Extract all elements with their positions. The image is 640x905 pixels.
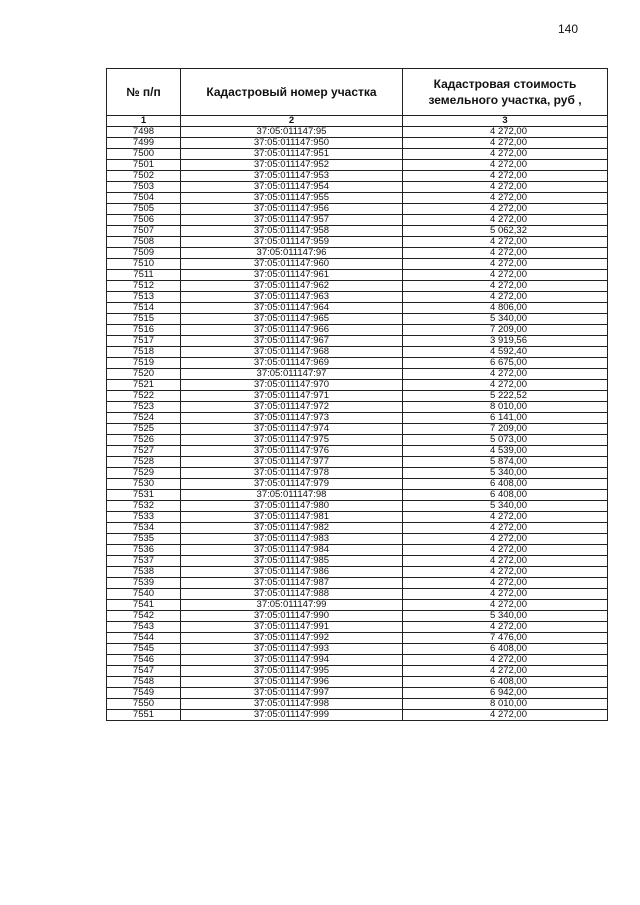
- cadastral-number-cell: 37:05:011147:996: [181, 677, 403, 688]
- cadastral-value-cell: 5 073,00: [403, 435, 608, 446]
- table-row: [107, 545, 608, 556]
- table-row: [107, 699, 608, 710]
- table-row: [107, 391, 608, 402]
- table-row: [107, 160, 608, 171]
- table-row: [107, 644, 608, 655]
- cadastral-number-cell: 37:05:011147:953: [181, 171, 403, 182]
- table-row: [107, 292, 608, 303]
- table-row: [107, 666, 608, 677]
- cadastral-value-cell: 4 272,00: [403, 589, 608, 600]
- cadastral-value-cell: 8 010,00: [403, 402, 608, 413]
- row-index-cell: 7514: [107, 303, 181, 314]
- row-index-cell: 7524: [107, 413, 181, 424]
- column-number: 3: [403, 116, 608, 127]
- cadastral-value-cell: 5 340,00: [403, 314, 608, 325]
- cadastral-number-cell: 37:05:011147:983: [181, 534, 403, 545]
- table-row: [107, 358, 608, 369]
- cadastral-number-cell: 37:05:011147:975: [181, 435, 403, 446]
- cadastral-value-cell: 6 141,00: [403, 413, 608, 424]
- table-row: [107, 237, 608, 248]
- cadastral-number-cell: 37:05:011147:966: [181, 325, 403, 336]
- table-body: [107, 127, 608, 721]
- row-index-cell: 7501: [107, 160, 181, 171]
- cadastral-value-cell: 4 272,00: [403, 369, 608, 380]
- cadastral-number-cell: 37:05:011147:971: [181, 391, 403, 402]
- cadastral-number-cell: 37:05:011147:950: [181, 138, 403, 149]
- table-row: [107, 622, 608, 633]
- table-row: [107, 633, 608, 644]
- row-index-cell: 7515: [107, 314, 181, 325]
- table-row: [107, 215, 608, 226]
- cadastral-number-cell: 37:05:011147:956: [181, 204, 403, 215]
- row-index-cell: 7540: [107, 589, 181, 600]
- row-index-cell: 7543: [107, 622, 181, 633]
- cadastral-value-cell: 4 272,00: [403, 600, 608, 611]
- row-index-cell: 7539: [107, 578, 181, 589]
- row-index-cell: 7505: [107, 204, 181, 215]
- row-index-cell: 7511: [107, 270, 181, 281]
- page-number: 140: [558, 22, 579, 36]
- cadastral-value-cell: 5 874,00: [403, 457, 608, 468]
- row-index-cell: 7519: [107, 358, 181, 369]
- cadastral-number-cell: 37:05:011147:999: [181, 710, 403, 721]
- row-index-cell: 7537: [107, 556, 181, 567]
- cadastral-value-cell: 4 272,00: [403, 380, 608, 391]
- row-index-cell: 7538: [107, 567, 181, 578]
- table-row: [107, 380, 608, 391]
- table-row: [107, 457, 608, 468]
- table-row: [107, 688, 608, 699]
- cadastral-value-cell: 5 062,32: [403, 226, 608, 237]
- row-index-cell: 7522: [107, 391, 181, 402]
- cadastral-value-cell: 4 272,00: [403, 193, 608, 204]
- row-index-cell: 7550: [107, 699, 181, 710]
- table-row: [107, 226, 608, 237]
- cadastral-number-cell: 37:05:011147:979: [181, 479, 403, 490]
- row-index-cell: 7528: [107, 457, 181, 468]
- table-row: [107, 259, 608, 270]
- cadastral-number-cell: 37:05:011147:980: [181, 501, 403, 512]
- cadastral-number-cell: 37:05:011147:978: [181, 468, 403, 479]
- row-index-cell: 7518: [107, 347, 181, 358]
- row-index-cell: 7529: [107, 468, 181, 479]
- cadastral-number-cell: 37:05:011147:982: [181, 523, 403, 534]
- row-index-cell: 7546: [107, 655, 181, 666]
- table-row: [107, 149, 608, 160]
- table-row: [107, 270, 608, 281]
- table-row: [107, 523, 608, 534]
- table-row: [107, 204, 608, 215]
- table-row: [107, 248, 608, 259]
- cadastral-value-cell: 4 272,00: [403, 545, 608, 556]
- table-row: [107, 435, 608, 446]
- header-index: № п/п: [107, 69, 181, 116]
- cadastral-value-cell: 4 272,00: [403, 182, 608, 193]
- cadastral-number-cell: 37:05:011147:995: [181, 666, 403, 677]
- cadastral-number-cell: 37:05:011147:998: [181, 699, 403, 710]
- cadastral-value-cell: 4 272,00: [403, 512, 608, 523]
- cadastral-number-cell: 37:05:011147:968: [181, 347, 403, 358]
- row-index-cell: 7513: [107, 292, 181, 303]
- table-row: [107, 534, 608, 545]
- table-row: [107, 600, 608, 611]
- cadastral-number-cell: 37:05:011147:955: [181, 193, 403, 204]
- table-row: [107, 325, 608, 336]
- row-index-cell: 7502: [107, 171, 181, 182]
- table-row: [107, 446, 608, 457]
- cadastral-value-cell: 6 675,00: [403, 358, 608, 369]
- table-row: [107, 369, 608, 380]
- cadastral-number-cell: 37:05:011147:97: [181, 369, 403, 380]
- cadastral-value-cell: 5 340,00: [403, 501, 608, 512]
- table-row: [107, 193, 608, 204]
- cadastral-number-cell: 37:05:011147:954: [181, 182, 403, 193]
- cadastral-number-cell: 37:05:011147:957: [181, 215, 403, 226]
- row-index-cell: 7520: [107, 369, 181, 380]
- cadastral-value-cell: 4 272,00: [403, 149, 608, 160]
- cadastral-value-cell: 6 408,00: [403, 677, 608, 688]
- cadastral-number-cell: 37:05:011147:95: [181, 127, 403, 138]
- row-index-cell: 7545: [107, 644, 181, 655]
- header-row: [107, 69, 608, 116]
- cadastral-value-cell: 4 272,00: [403, 270, 608, 281]
- cadastral-number-cell: 37:05:011147:965: [181, 314, 403, 325]
- row-index-cell: 7534: [107, 523, 181, 534]
- cadastral-number-cell: 37:05:011147:993: [181, 644, 403, 655]
- cadastral-value-cell: 7 476,00: [403, 633, 608, 644]
- cadastral-value-cell: 4 592,40: [403, 347, 608, 358]
- cadastral-value-cell: 4 272,00: [403, 622, 608, 633]
- cadastral-number-cell: 37:05:011147:959: [181, 237, 403, 248]
- cadastral-number-cell: 37:05:011147:981: [181, 512, 403, 523]
- cadastral-value-cell: 4 272,00: [403, 171, 608, 182]
- table-row: [107, 501, 608, 512]
- table-row: [107, 402, 608, 413]
- cadastral-number-cell: 37:05:011147:967: [181, 336, 403, 347]
- cadastral-number-cell: 37:05:011147:990: [181, 611, 403, 622]
- table-row: [107, 578, 608, 589]
- cadastral-value-cell: 4 272,00: [403, 556, 608, 567]
- cadastral-number-cell: 37:05:011147:964: [181, 303, 403, 314]
- table-row: [107, 314, 608, 325]
- row-index-cell: 7509: [107, 248, 181, 259]
- cadastral-number-cell: 37:05:011147:951: [181, 149, 403, 160]
- cadastral-value-cell: 5 340,00: [403, 468, 608, 479]
- cadastral-number-cell: 37:05:011147:972: [181, 402, 403, 413]
- table-row: [107, 127, 608, 138]
- row-index-cell: 7521: [107, 380, 181, 391]
- table-row: [107, 512, 608, 523]
- row-index-cell: 7506: [107, 215, 181, 226]
- cadastral-number-cell: 37:05:011147:985: [181, 556, 403, 567]
- cadastral-number-cell: 37:05:011147:958: [181, 226, 403, 237]
- row-index-cell: 7542: [107, 611, 181, 622]
- header-cadastral-value: Кадастровая стоимость земельного участка, руб ,: [403, 69, 608, 116]
- row-index-cell: 7541: [107, 600, 181, 611]
- row-index-cell: 7498: [107, 127, 181, 138]
- table-row: [107, 424, 608, 435]
- row-index-cell: 7504: [107, 193, 181, 204]
- table-row: [107, 468, 608, 479]
- row-index-cell: 7535: [107, 534, 181, 545]
- row-index-cell: 7548: [107, 677, 181, 688]
- row-index-cell: 7530: [107, 479, 181, 490]
- cadastral-number-cell: 37:05:011147:99: [181, 600, 403, 611]
- cadastral-value-cell: 3 919,56: [403, 336, 608, 347]
- cadastral-number-cell: 37:05:011147:988: [181, 589, 403, 600]
- cadastral-value-cell: 4 272,00: [403, 215, 608, 226]
- cadastral-number-cell: 37:05:011147:976: [181, 446, 403, 457]
- cadastral-value-cell: 4 272,00: [403, 259, 608, 270]
- cadastral-number-cell: 37:05:011147:997: [181, 688, 403, 699]
- cadastral-number-cell: 37:05:011147:977: [181, 457, 403, 468]
- cadastral-value-cell: 4 272,00: [403, 248, 608, 259]
- row-index-cell: 7532: [107, 501, 181, 512]
- column-number: 1: [107, 116, 181, 127]
- cadastral-number-cell: 37:05:011147:969: [181, 358, 403, 369]
- table-row: [107, 589, 608, 600]
- cadastral-value-cell: 4 272,00: [403, 710, 608, 721]
- cadastral-number-cell: 37:05:011147:984: [181, 545, 403, 556]
- cadastral-value-cell: 7 209,00: [403, 424, 608, 435]
- table-row: [107, 281, 608, 292]
- cadastral-value-cell: 4 272,00: [403, 237, 608, 248]
- row-index-cell: 7499: [107, 138, 181, 149]
- cadastral-value-cell: 4 272,00: [403, 204, 608, 215]
- cadastral-value-cell: 4 806,00: [403, 303, 608, 314]
- table-row: [107, 336, 608, 347]
- cadastral-number-cell: 37:05:011147:994: [181, 655, 403, 666]
- row-index-cell: 7507: [107, 226, 181, 237]
- row-index-cell: 7526: [107, 435, 181, 446]
- cadastral-number-cell: 37:05:011147:986: [181, 567, 403, 578]
- table-row: [107, 347, 608, 358]
- table-row: [107, 303, 608, 314]
- cadastral-value-cell: 4 272,00: [403, 523, 608, 534]
- row-index-cell: 7531: [107, 490, 181, 501]
- cadastral-value-cell: 4 272,00: [403, 666, 608, 677]
- row-index-cell: 7551: [107, 710, 181, 721]
- table-row: [107, 479, 608, 490]
- column-number: 2: [181, 116, 403, 127]
- cadastral-value-cell: 6 408,00: [403, 490, 608, 501]
- row-index-cell: 7512: [107, 281, 181, 292]
- cadastral-value-cell: 6 408,00: [403, 479, 608, 490]
- table-row: [107, 611, 608, 622]
- row-index-cell: 7517: [107, 336, 181, 347]
- cadastral-value-cell: 4 272,00: [403, 655, 608, 666]
- cadastral-number-cell: 37:05:011147:987: [181, 578, 403, 589]
- column-number-row: [107, 116, 608, 127]
- row-index-cell: 7508: [107, 237, 181, 248]
- row-index-cell: 7525: [107, 424, 181, 435]
- row-index-cell: 7547: [107, 666, 181, 677]
- table-row: [107, 655, 608, 666]
- row-index-cell: 7510: [107, 259, 181, 270]
- cadastral-value-cell: 8 010,00: [403, 699, 608, 710]
- cadastral-value-cell: 4 539,00: [403, 446, 608, 457]
- cadastral-value-cell: 6 408,00: [403, 644, 608, 655]
- cadastral-number-cell: 37:05:011147:992: [181, 633, 403, 644]
- cadastral-value-cell: 4 272,00: [403, 160, 608, 171]
- cadastral-number-cell: 37:05:011147:974: [181, 424, 403, 435]
- row-index-cell: 7549: [107, 688, 181, 699]
- cadastral-value-cell: 4 272,00: [403, 292, 608, 303]
- header-cadastral-number: Кадастровый номер участка: [181, 69, 403, 116]
- row-index-cell: 7527: [107, 446, 181, 457]
- cadastral-value-cell: 6 942,00: [403, 688, 608, 699]
- cadastral-value-cell: 5 222,52: [403, 391, 608, 402]
- row-index-cell: 7536: [107, 545, 181, 556]
- table-row: [107, 567, 608, 578]
- table-row: [107, 138, 608, 149]
- cadastral-number-cell: 37:05:011147:973: [181, 413, 403, 424]
- table-row: [107, 490, 608, 501]
- cadastral-number-cell: 37:05:011147:962: [181, 281, 403, 292]
- cadastral-value-cell: 4 272,00: [403, 578, 608, 589]
- row-index-cell: 7503: [107, 182, 181, 193]
- cadastral-value-cell: 4 272,00: [403, 138, 608, 149]
- row-index-cell: 7544: [107, 633, 181, 644]
- cadastral-value-cell: 5 340,00: [403, 611, 608, 622]
- cadastral-number-cell: 37:05:011147:963: [181, 292, 403, 303]
- cadastral-value-cell: 4 272,00: [403, 281, 608, 292]
- cadastral-number-cell: 37:05:011147:98: [181, 490, 403, 501]
- cadastral-number-cell: 37:05:011147:952: [181, 160, 403, 171]
- table-row: [107, 710, 608, 721]
- cadastral-number-cell: 37:05:011147:96: [181, 248, 403, 259]
- table-row: [107, 413, 608, 424]
- table-row: [107, 556, 608, 567]
- cadastral-number-cell: 37:05:011147:991: [181, 622, 403, 633]
- cadastral-value-cell: 4 272,00: [403, 534, 608, 545]
- cadastral-table: [106, 68, 608, 721]
- cadastral-number-cell: 37:05:011147:970: [181, 380, 403, 391]
- cadastral-value-cell: 4 272,00: [403, 567, 608, 578]
- row-index-cell: 7533: [107, 512, 181, 523]
- table-row: [107, 677, 608, 688]
- row-index-cell: 7500: [107, 149, 181, 160]
- cadastral-value-cell: 4 272,00: [403, 127, 608, 138]
- row-index-cell: 7523: [107, 402, 181, 413]
- row-index-cell: 7516: [107, 325, 181, 336]
- cadastral-number-cell: 37:05:011147:961: [181, 270, 403, 281]
- cadastral-value-cell: 7 209,00: [403, 325, 608, 336]
- cadastral-number-cell: 37:05:011147:960: [181, 259, 403, 270]
- table-row: [107, 182, 608, 193]
- table-row: [107, 171, 608, 182]
